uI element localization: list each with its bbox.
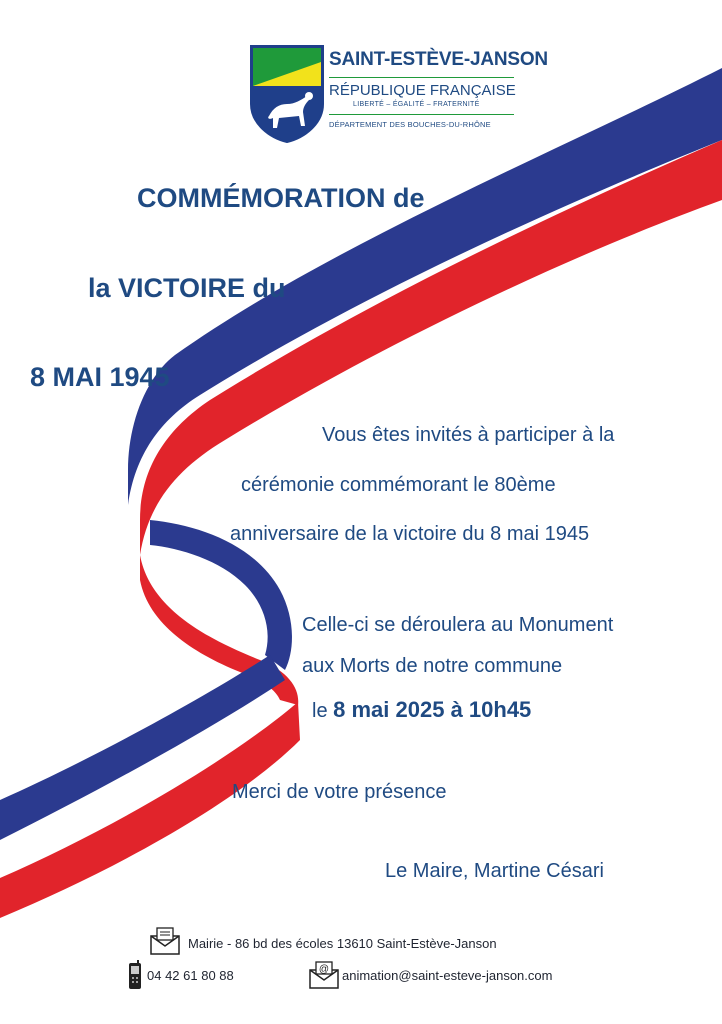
logo-divider bbox=[329, 77, 514, 78]
mayor-signature: Le Maire, Martine Césari bbox=[385, 860, 604, 882]
republic-motto: LIBERTÉ – ÉGALITÉ – FRATERNITÉ bbox=[353, 101, 480, 108]
title-line-3: 8 MAI 1945 bbox=[30, 362, 170, 392]
title-line-2: la VICTOIRE du bbox=[88, 273, 286, 303]
town-logo bbox=[249, 44, 548, 144]
svg-text:@: @ bbox=[318, 964, 330, 975]
mobile-phone-icon bbox=[128, 960, 142, 990]
logo-divider-2 bbox=[329, 114, 514, 115]
email-icon bbox=[308, 960, 340, 990]
town-shield-icon bbox=[249, 44, 325, 144]
location-line-2: aux Morts de notre commune bbox=[302, 655, 563, 677]
letter-icon bbox=[149, 926, 181, 956]
footer-phone: 04 42 61 80 88 bbox=[147, 968, 234, 983]
invitation-line-1: Vous êtes invités à participer à la bbox=[322, 424, 615, 446]
department-label: DÉPARTEMENT DES BOUCHES-DU-RHÔNE bbox=[329, 120, 491, 129]
town-name: SAINT-ESTÈVE-JANSON bbox=[329, 49, 548, 70]
invitation-line-2: cérémonie commémorant le 80ème bbox=[241, 474, 556, 496]
date-prefix: le bbox=[312, 700, 328, 722]
footer-email[interactable]: animation@saint-esteve-janson.com bbox=[342, 968, 553, 983]
event-date: 8 mai 2025 à 10h45 bbox=[333, 697, 532, 722]
location-line-1: Celle-ci se déroulera au Monument bbox=[302, 614, 614, 636]
invitation-line-3: anniversaire de la victoire du 8 mai 1945 bbox=[230, 523, 590, 545]
thanks-text: Merci de votre présence bbox=[232, 781, 447, 803]
title-line-1: COMMÉMORATION de bbox=[137, 183, 425, 213]
footer-address: Mairie - 86 bd des écoles 13610 Saint-Estève-Janson bbox=[188, 936, 497, 951]
republic-label: RÉPUBLIQUE FRANÇAISE bbox=[329, 82, 516, 99]
event-date-line bbox=[312, 697, 531, 723]
